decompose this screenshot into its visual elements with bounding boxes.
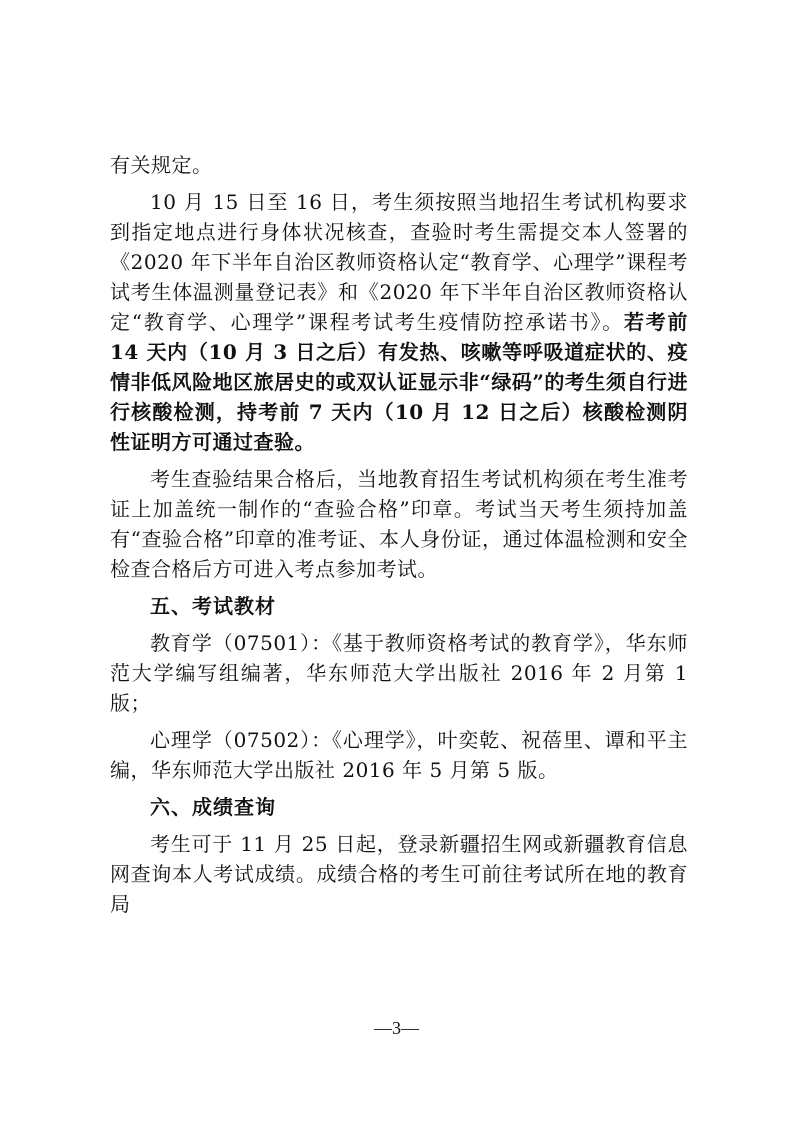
paragraph-score-query: 考生可于 11 月 25 日起，登录新疆招生网或新疆教育信息网查询本人考试成绩。成绩合格的考生可前往考试所在地的教育局 [110, 832, 688, 916]
health-check-bold-text: 若考前 14 天内（10 月 3 日之后）有发热、咳嗽等呼吸道症状的、疫情非低风险地区旅居史的或双认证显示非“绿码”的考生须自行进行核酸检测，持考前 7 天内（10 月 12 日之后）核酸检测阴性证明方可通过查验。 [110, 310, 689, 454]
page-number: —3— [374, 1018, 419, 1038]
paragraph-textbook-psychology: 心理学（07502）：《心理学》，叶奕乾、祝蓓里、谭和平主编，华东师范大学出版社 2016 年 5 月第 5 版。 [110, 728, 688, 782]
section-heading-score-query: 六、成绩查询 [150, 795, 276, 819]
section-heading-textbooks: 五、考试教材 [150, 594, 276, 618]
paragraph-textbook-education: 教育学（07501）：《基于教师资格考试的教育学》，华东师范大学编写组编著，华东师范大学出版社 2016 年 2 月第 1 版； [110, 631, 688, 715]
paragraph-continuation: 有关规定。 [110, 153, 213, 177]
paragraph-health-check [110, 187, 688, 457]
paragraph-inspection-result: 考生查验结果合格后，当地教育招生考试机构须在考生准考证上加盖统一制作的“查验合格”印章。考试当天考生须持加盖有“查验合格”印章的准考证、本人身份证，通过体温检测和安全检查合格后方可进入考点参加考试。 [110, 467, 688, 581]
health-check-text: 10 月 15 日至 16 日，考生须按照当地招生考试机构要求到指定地点进行身体状况核查，查验时考生需提交本人签署的《2020 年下半年自治区教师资格认定“教育学、心理学”课程考试考生体温测量登记表》和《2020 年下半年自治区教师资格认定“教育学、心理学”课程考试考生疫情防控承诺书》。 [110, 190, 688, 334]
body-text [110, 150, 688, 926]
